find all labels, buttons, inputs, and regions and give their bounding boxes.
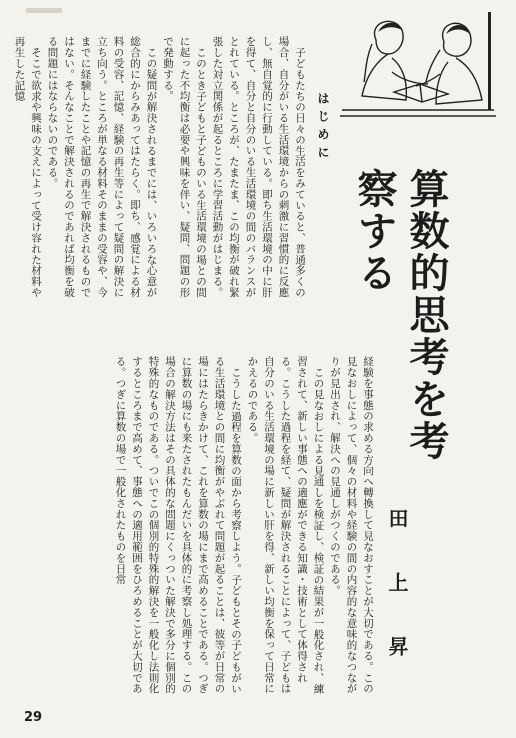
section-heading: はじめに: [316, 92, 330, 164]
author-name: 田上昇: [385, 508, 409, 700]
article-title: 算数的思考を考察する: [351, 168, 449, 462]
scan-smudge: [26, 6, 62, 16]
page-number: 29: [24, 710, 43, 725]
intro-paragraph: そこで欲求や興味の支えによって受け容れた材料や再生した記憶: [13, 36, 42, 298]
body-paragraph: こうした過程を算数の面から考察しよう。子どもとその子どもがいる生活環境との間に均衡がやぶれて問題が起ることは、彼等が日常の場にはたらきかけて、これを算数の場にまで高めることである。つぎに算数の場にも来たされたもんだいを具体的に考察し処理する。この場合の解決方法はその具体的な問題にくっついた解決で多分に個別的特殊的なものである。ついでこの個別的特殊的解決を一般化し法則化するところまで高めて、事態への適用範囲をひろめることが大切である。つぎに算数の場で一般化されたものを日常: [114, 356, 242, 694]
body-paragraph: 経験を事態の求める方向へ轉換して見なおすことが大切である。この見なおしによって、個々の材料や経験の間の内容的な意味的なつながりが見出され、解決への見通しがつくのである。: [329, 356, 374, 694]
intro-paragraph: 子どもたちの日々の生活をみていると、普通多くの場合、自分がいる生活環境からの刺激に習慣的に反應し、無自覚的に行動している。即ち生活環境の中に肝を得て、自分と自分のいる生活環境の間のバランスがとれている。ところが、たまたま、この均衡が破れ緊張した対立関係が起るところに学習活動がはじまる。: [211, 36, 306, 298]
body-paragraph: この見なおしによる見通しを検証し、検証の結果が一般化され、練習されて、新しい事態への適應ができる知識・技術として体得される。こうした過程を経て、疑問が解決されることによって、子どもは自分のいる生活環境の場に新しい肝を得、新しい均衡を保って日常にかえるのである。: [246, 356, 325, 694]
children-studying-illustration: [336, 10, 504, 138]
intro-paragraph: このとき子どもと子どものいる生活環境の場との間に起った不均衡は必要や興味を伴い、疑問、問題の形で発動する。: [162, 36, 207, 298]
lower-text-block: [24, 356, 376, 702]
intro-paragraph: この疑問が解決されるまでには、いろいろな心意が総合的にからみあってはたらく。即ち、感覚による材料の受容、記憶、経験の再生等によって疑問の解決に立ち向う。ところが単なる材料そのままの受容や、今までに経験したことや記憶の再生で解決されるものではない。そんなことで解決されるのであれば均衡を破る問題にはならないのである。: [46, 36, 158, 298]
intro-text-block: [13, 36, 308, 308]
